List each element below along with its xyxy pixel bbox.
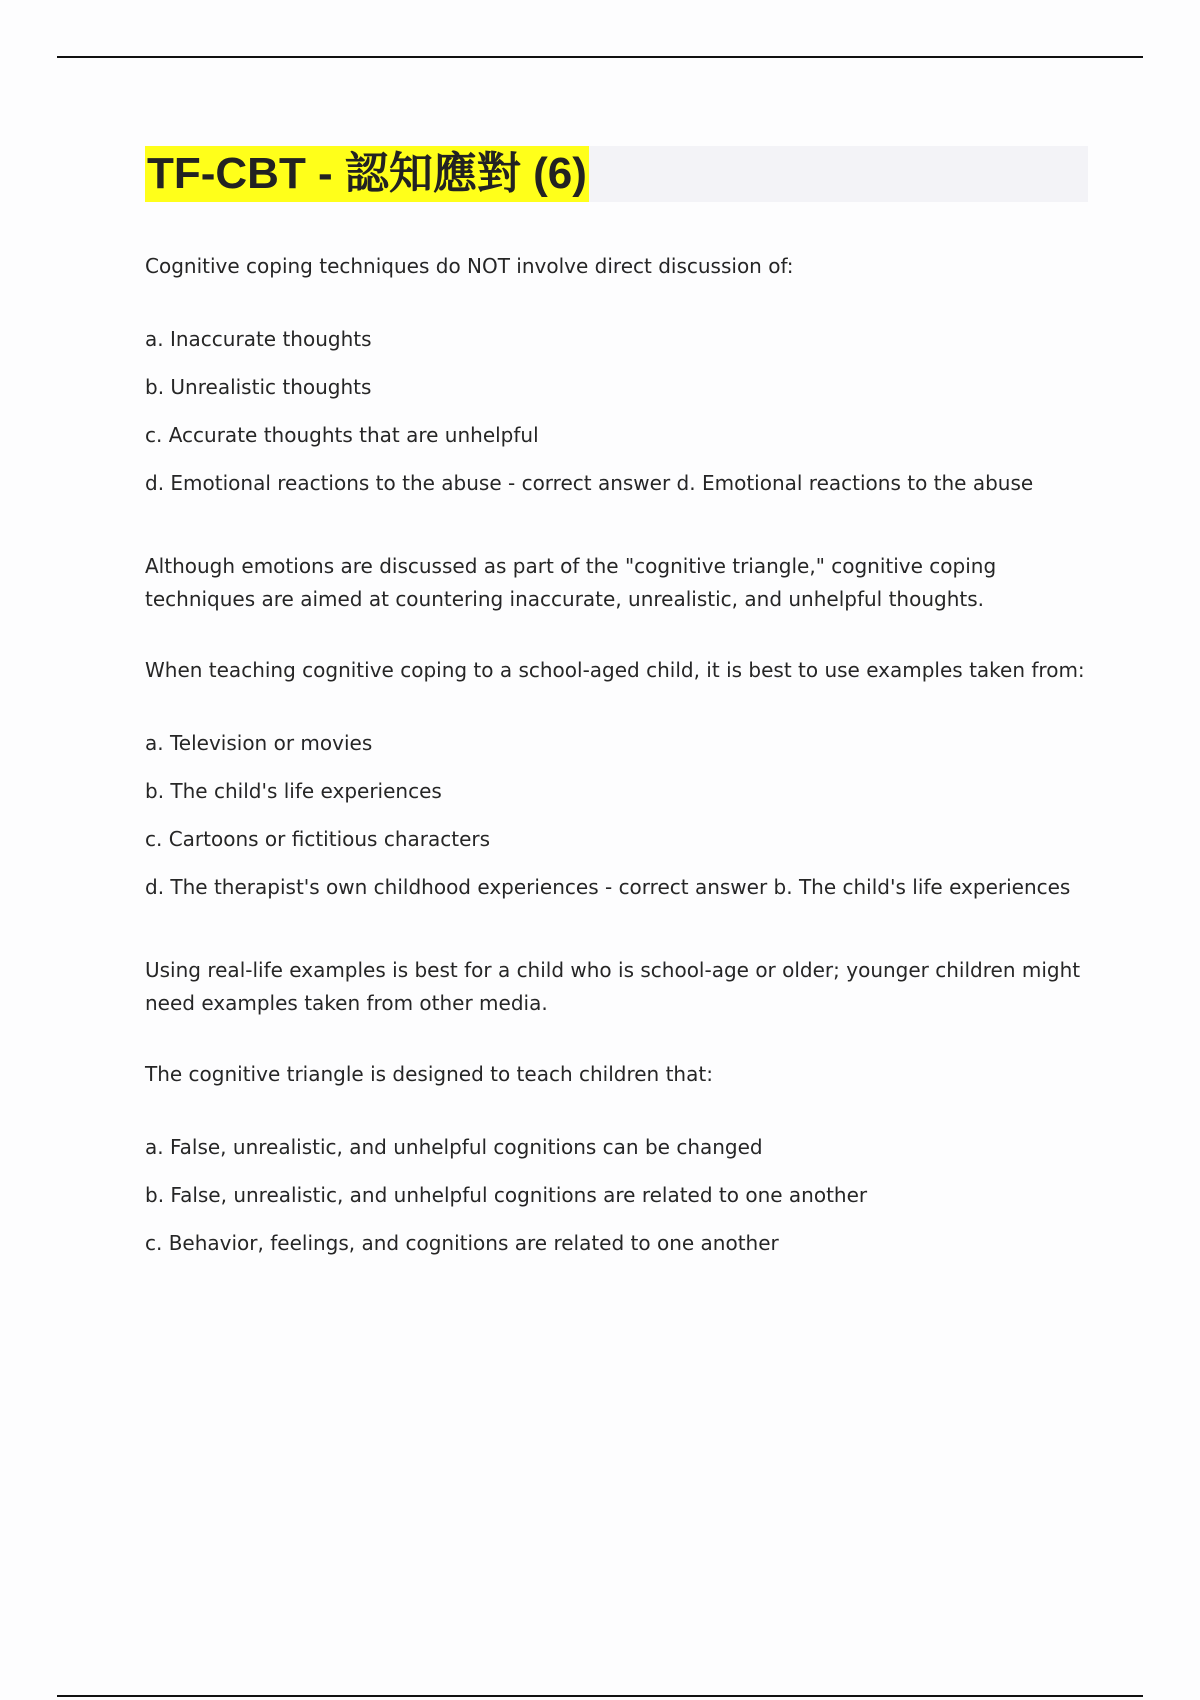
page-title: TF-CBT - 認知應對 (6) (145, 146, 589, 202)
question-block (145, 1058, 1090, 1260)
question-text: When teaching cognitive coping to a school-aged child, it is best to use examples taken from: (145, 658, 1085, 682)
option-item: a. Television or movies (145, 731, 373, 755)
document-body (145, 250, 1090, 1260)
question-block (145, 250, 1090, 616)
explanation-text: Although emotions are discussed as part of the "cognitive triangle," cognitive coping techniques are aimed at countering inaccurate, unrealistic, and unhelpful thoughts. (145, 554, 997, 611)
option-item: b. Unrealistic thoughts (145, 375, 372, 399)
option-item: b. The child's life experiences (145, 779, 442, 803)
option-item: c. Behavior, feelings, and cognitions are related to one another (145, 1231, 779, 1255)
option-item: c. Accurate thoughts that are unhelpful (145, 423, 539, 447)
option-list (145, 323, 1090, 500)
option-item: a. False, unrealistic, and unhelpful cognitions can be changed (145, 1135, 763, 1159)
question-text: The cognitive triangle is designed to teach children that: (145, 1062, 713, 1086)
option-item: d. The therapist's own childhood experiences - correct answer b. The child's life experiences (145, 875, 1071, 899)
top-rule-divider (57, 56, 1143, 58)
bottom-rule-divider (57, 1695, 1143, 1697)
option-item: a. Inaccurate thoughts (145, 327, 372, 351)
option-list (145, 727, 1090, 904)
question-block (145, 654, 1090, 1020)
explanation-text: Using real-life examples is best for a child who is school-age or older; younger children might need examples taken from other media. (145, 958, 1081, 1015)
option-list (145, 1131, 1090, 1260)
question-text: Cognitive coping techniques do NOT involve direct discussion of: (145, 254, 794, 278)
option-item: d. Emotional reactions to the abuse - correct answer d. Emotional reactions to the abuse (145, 471, 1034, 495)
option-item: b. False, unrealistic, and unhelpful cognitions are related to one another (145, 1183, 868, 1207)
option-item: c. Cartoons or fictitious characters (145, 827, 491, 851)
